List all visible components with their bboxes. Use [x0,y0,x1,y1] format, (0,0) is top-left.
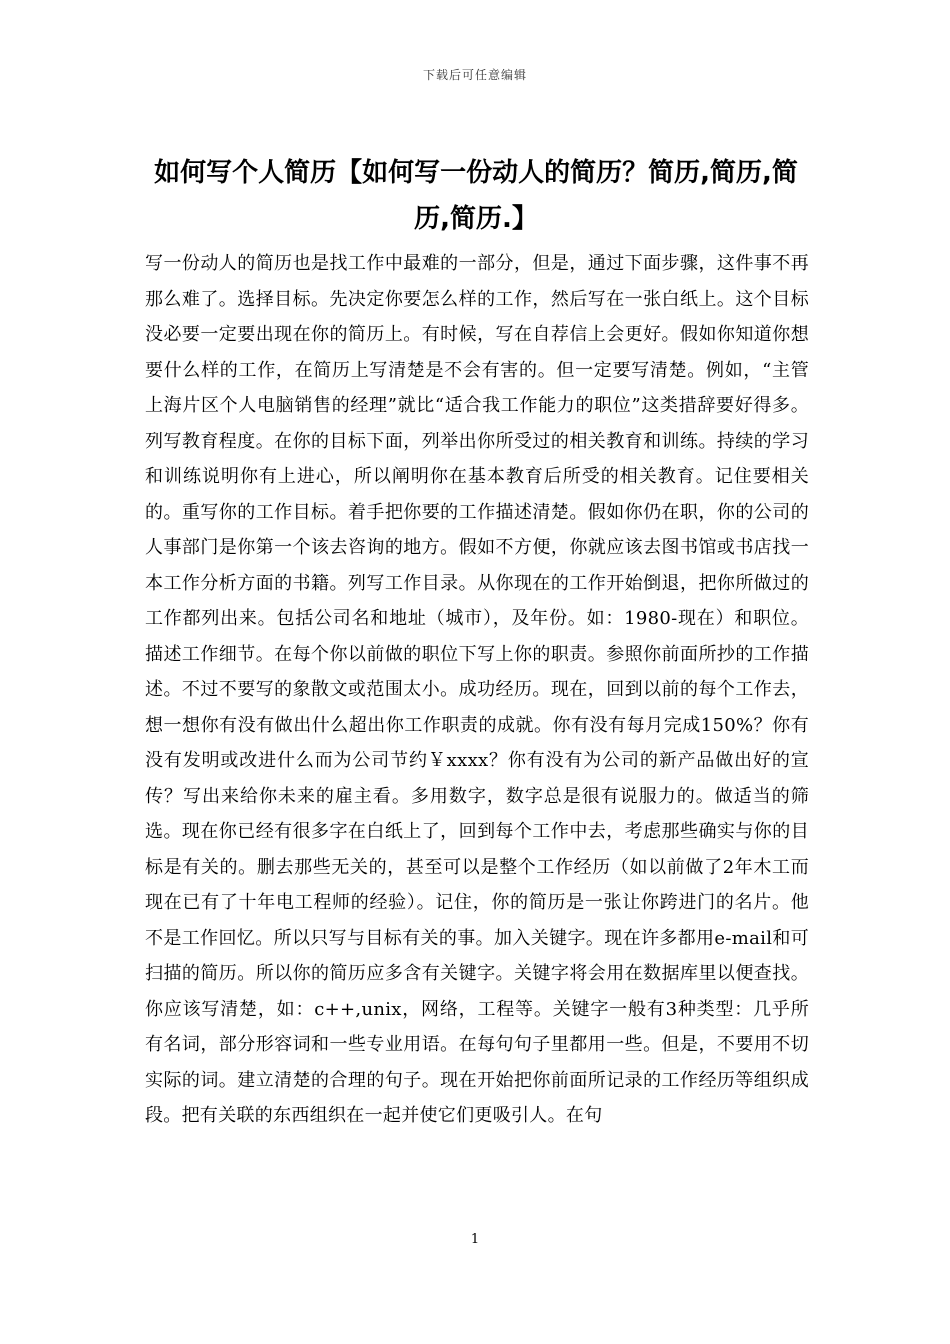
document-title: 如何写个人简历【如何写一份动人的简历？简历,简历,简历,简历.】 [154,158,798,234]
page-number: 1 [470,1232,480,1247]
document-body: 写一份动人的简历也是找工作中最难的一部分，但是，通过下面步骤，这件事不再那么难了。选择目标。先决定你要怎么样的工作，然后写在一张白纸上。这个目标没必要一定要出现在你的简历上。有时候，写在自荐信上会更好。假如你知道你想要什么样的工作，在简历上写清楚是不会有害的。但一定要写清楚。例如，“主管上海片区个人电脑销售的经理”就比“适合我工作能力的职位”这类措辞要好得多。列写教育程度。在你的目标下面，列举出你所受过的相关教育和训练。持续的学习和训练说明你有上进心，所以阐明你在基本教育后所受的相关教育。记住要相关的。重写你的工作目标。着手把你要的工作描述清楚。假如你仍在职，你的公司的人事部门是你第一个该去咨询的地方。假如不方便，你就应该去图书馆或书店找一本工作分析方面的书籍。列写工作目录。从你现在的工作开始倒退，把你所做过的工作都列出来。包括公司名和地址（城市），及年份。如：1980-现在）和职位。描述工作细节。在每个你以前做的职位下写上你的职责。参照你前面所抄的工作描述。不过不要写的象散文或范围太小。成功经历。现在，回到以前的每个工作去，想一想你有没有做出什么超出你工作职责的成就。你有没有每月完成150%？你有没有发明或改进什么而为公司节约￥xxxx？你有没有为公司的新产品做出好的宣传？写出来给你未来的雇主看。多用数字，数字总是很有说服力的。做适当的筛选。现在你已经有很多字在白纸上了，回到每个工作中去，考虑那些确实与你的目标是有关的。删去那些无关的，甚至可以是整个工作经历（如以前做了2年木工而现在已有了十年电工程师的经验）。记住，你的简历是一张让你跨进门的名片。他不是工作回忆。所以只写与目标有关的事。加入关键字。现在许多都用e-mail和可扫描的简历。所以你的简历应多含有关键字。关键字将会用在数据库里以便查找。你应该写清楚，如：c++,unix，网络，工程等。关键字一般有3种类型：几乎所有名词，部分形容词和一些专业用语。在每句句子里都用一些。但是，不要用不切实际的词。建立清楚的合理的句子。现在开始把你前面所记录的工作经历等组织成段。把有关联的东西组织在一起并使它们更吸引人。在句 [145,253,809,1126]
header-note: 下载后可任意编辑 [422,68,527,82]
